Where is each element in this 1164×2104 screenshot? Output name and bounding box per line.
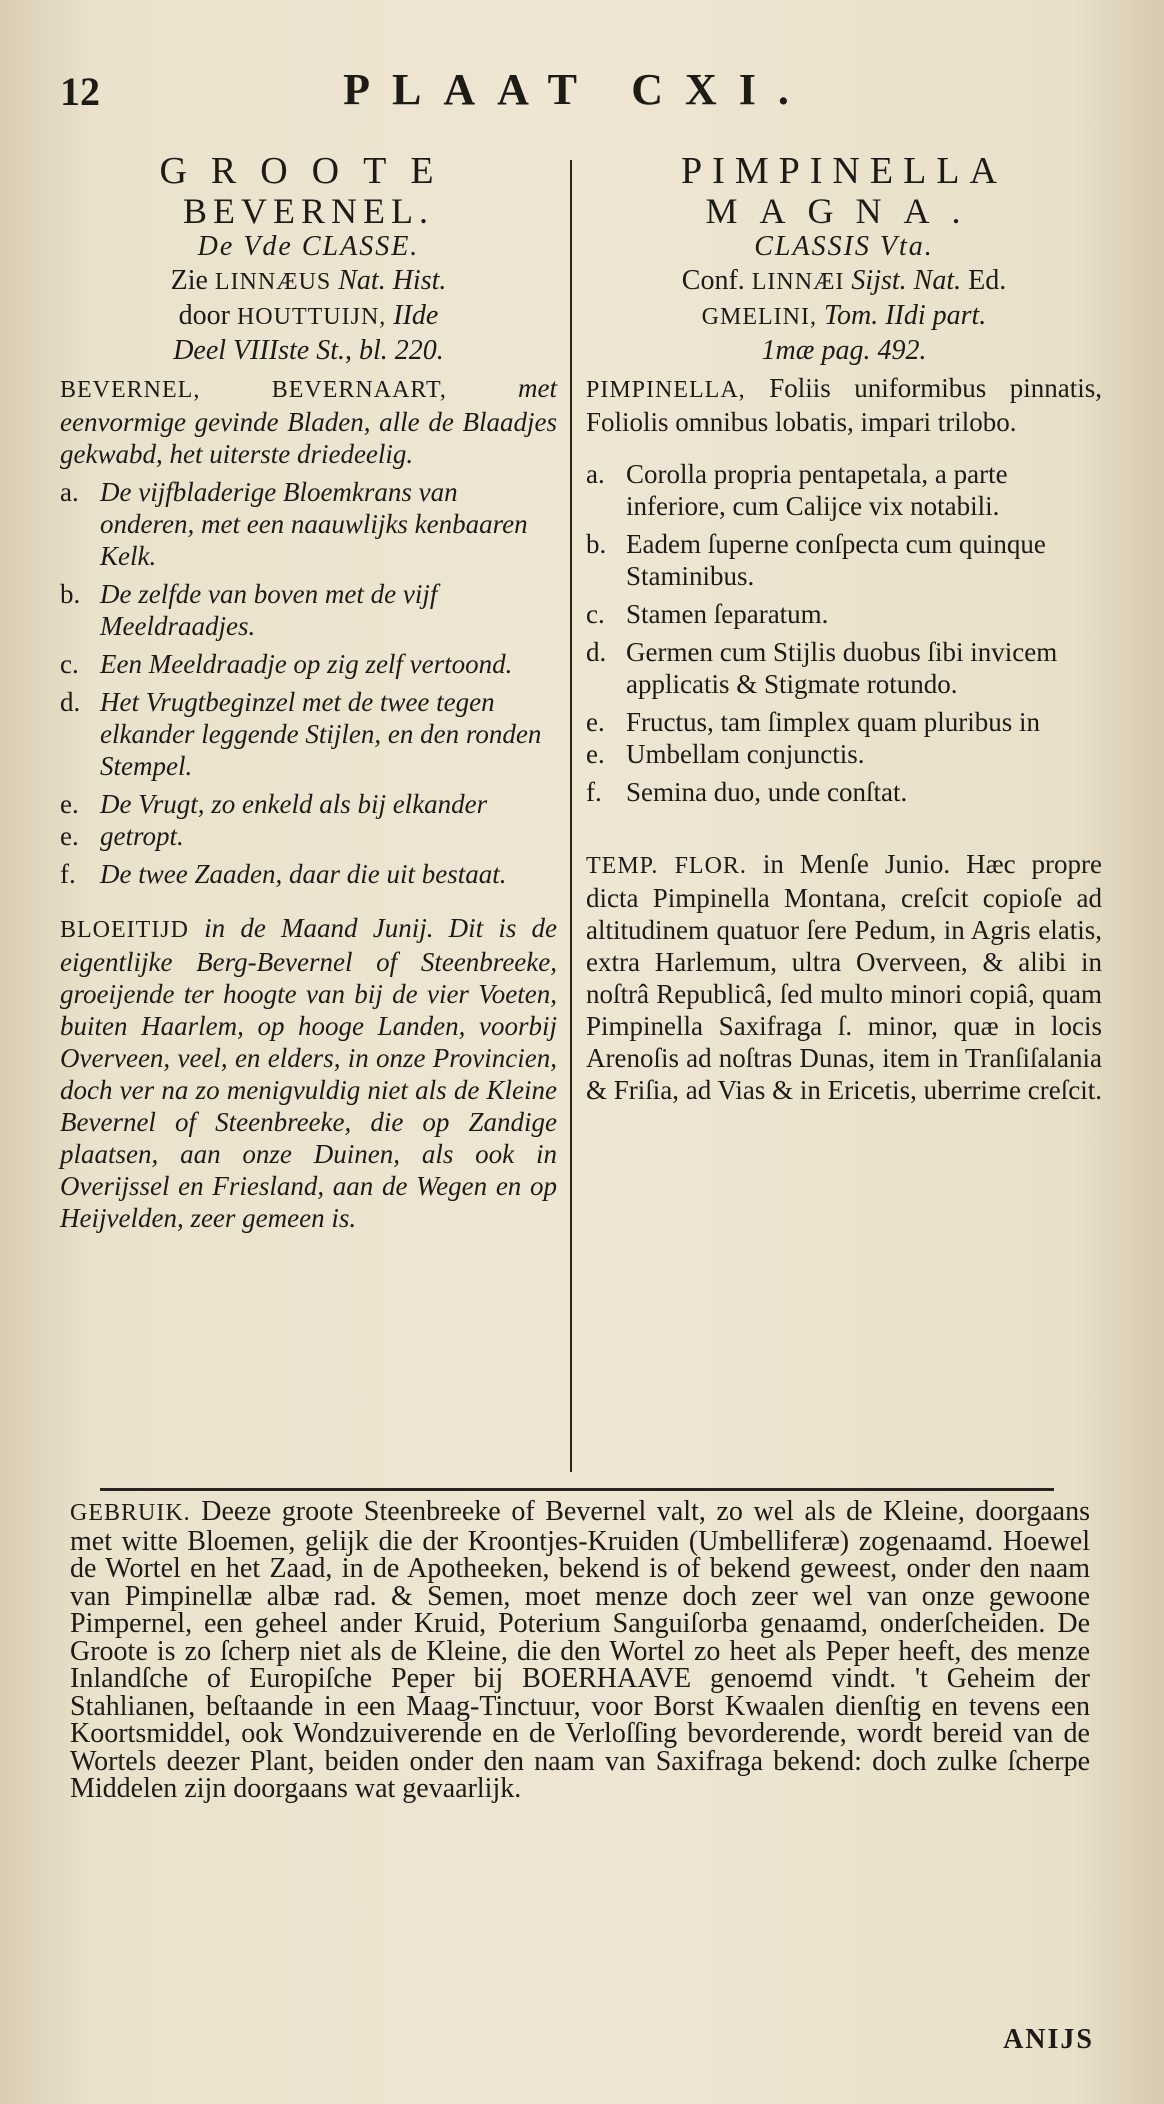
legend-text: Eadem ſuperne conſpecta cum quinque Staminibus. (626, 529, 1046, 591)
legend-label: f. (586, 777, 602, 807)
legend-text: Germen cum Stijlis duobus ſibi invicem applicatis & Stigmate rotundo. (626, 637, 1058, 699)
legend-text: De Vrugt, zo enkeld als bij elkander getropt. (100, 789, 488, 851)
latin-reference-line3: 1mæ pag. 492. (761, 335, 927, 366)
legend-item (586, 636, 1102, 700)
legend-text: De vijfbladerige Bloemkrans van onderen, met een naauwlijks kenbaaren Kelk. (100, 477, 528, 571)
legend-item (60, 788, 557, 852)
dutch-class: De Vde CLASSE. (197, 231, 420, 262)
latin-column (582, 150, 1102, 1106)
legend-item (60, 686, 557, 782)
legend-label: a. (60, 477, 79, 507)
column-divider (570, 160, 572, 1472)
latin-reference-line2: GMELINI, Tom. IIdi part. (701, 300, 987, 331)
legend-label: c. (60, 649, 79, 679)
legend-label: e. e. (586, 707, 605, 769)
legend-item (60, 578, 557, 642)
legend-label: f. (60, 859, 76, 889)
latin-flowering-paragraph: TEMP. FLOR. in Menſe Junio. Hæc propre dicta Pimpinella Montana, creſcit copioſe ad altitudinem quatuor ſere Pedum, in Agris elatis, extra Harlemum, ultra Overveen, & alibi in noſtrâ Republicâ, ſed multo minori copiâ, quam Pimpinella Saxifraga ſ. minor, quæ in locis Arenoſis ad noſtras Dunas, item in Tranſiſalania & Friſia, ad Vias & in Ericetis, uberrime creſcit. (586, 849, 1102, 1105)
legend-item (60, 476, 557, 572)
dutch-reference-line2: door HOUTTUIJN, IIde (178, 300, 439, 331)
page-number: 12 (60, 69, 100, 114)
legend-text: Stamen ſeparatum. (626, 599, 829, 629)
page-header (60, 64, 1094, 124)
latin-description: PIMPINELLA, Foliis uniformibus pinnatis, Foliolis omnibus lobatis, impari trilobo. (586, 373, 1102, 437)
legend-item (586, 776, 1102, 808)
dutch-title-line2: BEVERNEL. (183, 191, 434, 231)
legend-item (60, 648, 557, 680)
dutch-flowering-paragraph: BLOEITIJD in de Maand Junij. Dit is de eigentlijke Berg-Bevernel of Steenbreeke, groeijende ter hoogte van bij de vier Voeten, buiten Haarlem, op hooge Landen, voorbij Overveen, veel, en elders, in onze Provincien, doch ver na zo menigvuldig niet als de Kleine Bevernel of Steenbreeke, die op Zandige plaatsen, aan onze Duinen, als ook in Overijssel en Friesland, aan de Wegen en op Heijvelden, zeer gemeen is. (60, 913, 558, 1233)
legend-text: Fructus, tam ſimplex quam pluribus in Umbellam conjunctis. (626, 707, 1040, 769)
legend-text: Semina duo, unde conſtat. (626, 777, 908, 807)
dutch-column (60, 150, 565, 1234)
legend-item (586, 706, 1102, 770)
legend-label: d. (60, 687, 81, 717)
latin-title-line2: MAGNA. (705, 191, 983, 231)
legend-text: Het Vrugtbeginzel met de twee tegen elkander leggende Stijlen, en den ronden Stempel. (100, 687, 542, 781)
dutch-reference-line3: Deel VIIIste St., bl. 220. (173, 335, 444, 366)
legend-item (586, 598, 1102, 630)
legend-label: e. e. (60, 789, 79, 851)
usage-paragraph: GEBRUIK. Deeze groote Steenbreeke of Bevernel valt, zo wel als de Kleine, doorgaans met witte Bloemen, gelijk die der Kroontjes-Kruiden (Umbelliferæ) zogenaamd. Hoewel de Wortel en het Zaad, in de Apotheeken, bekend is of bekend geweest, onder den naam van Pimpinellæ albæ rad. & Semen, moet menze doch zeer wel van onze gewoone Pimpernel, een geheel ander Kruid, Poterium Sanguiſorba genaamd, onderſcheiden. De Groote is zo ſcherp niet als de Kleine, die den Wortel zo heet als Peper heeft, des menze Inlandſche of Europiſche Peper bij BOERHAAVE genoemd vindt. 't Geheim der Stahlianen, beſtaande in een Maag-Tinctuur, voor Borst Kwaalen dienſtig en tevens een Koortsmiddel, ook Wondzuiverende en de Verloſſing bevorderende, wordt bereid van de Wortels deezer Plant, beiden onder den naam van Saxifraga bekend: doch zulke ſcherpe Middelen zijn doorgaans wat gevaarlijk. (70, 1496, 1090, 1804)
legend-label: c. (586, 599, 605, 629)
section-rule (100, 1488, 1054, 1491)
legend-item (586, 458, 1102, 522)
latin-class: CLASSIS Vta. (754, 231, 934, 262)
legend-text: De twee Zaaden, daar die uit bestaat. (100, 859, 507, 889)
dutch-title-line1: GROOTE (159, 150, 458, 192)
latin-title-line1: PIMPINELLA (681, 150, 1007, 192)
legend-text: De zelfde van boven met de vijf Meeldraadjes. (100, 579, 438, 641)
dutch-reference-line1: Zie LINNÆUS Nat. Hist. (170, 265, 447, 296)
legend-label: d. (586, 637, 607, 667)
latin-reference-line1: Conf. LINNÆI Sijst. Nat. Ed. (681, 265, 1007, 296)
catchword: ANIJS (1003, 2024, 1094, 2055)
legend-label: b. (586, 529, 607, 559)
legend-label: a. (586, 459, 605, 489)
plate-title: PLAAT CXI. (343, 65, 811, 114)
legend-label: b. (60, 579, 81, 609)
legend-text: Corolla propria pentapetala, a parte inferiore, cum Calijce vix notabili. (626, 459, 1008, 521)
dutch-figure-legend (60, 476, 557, 890)
legend-item (60, 858, 557, 890)
legend-text: Een Meeldraadje op zig zelf vertoond. (100, 649, 513, 679)
latin-figure-legend (586, 458, 1102, 808)
dutch-description: BEVERNEL, BEVERNAART, met eenvormige gevinde Bladen, alle de Blaadjes gekwabd, het uiterste driedeelig. (60, 373, 557, 469)
legend-item (586, 528, 1102, 592)
